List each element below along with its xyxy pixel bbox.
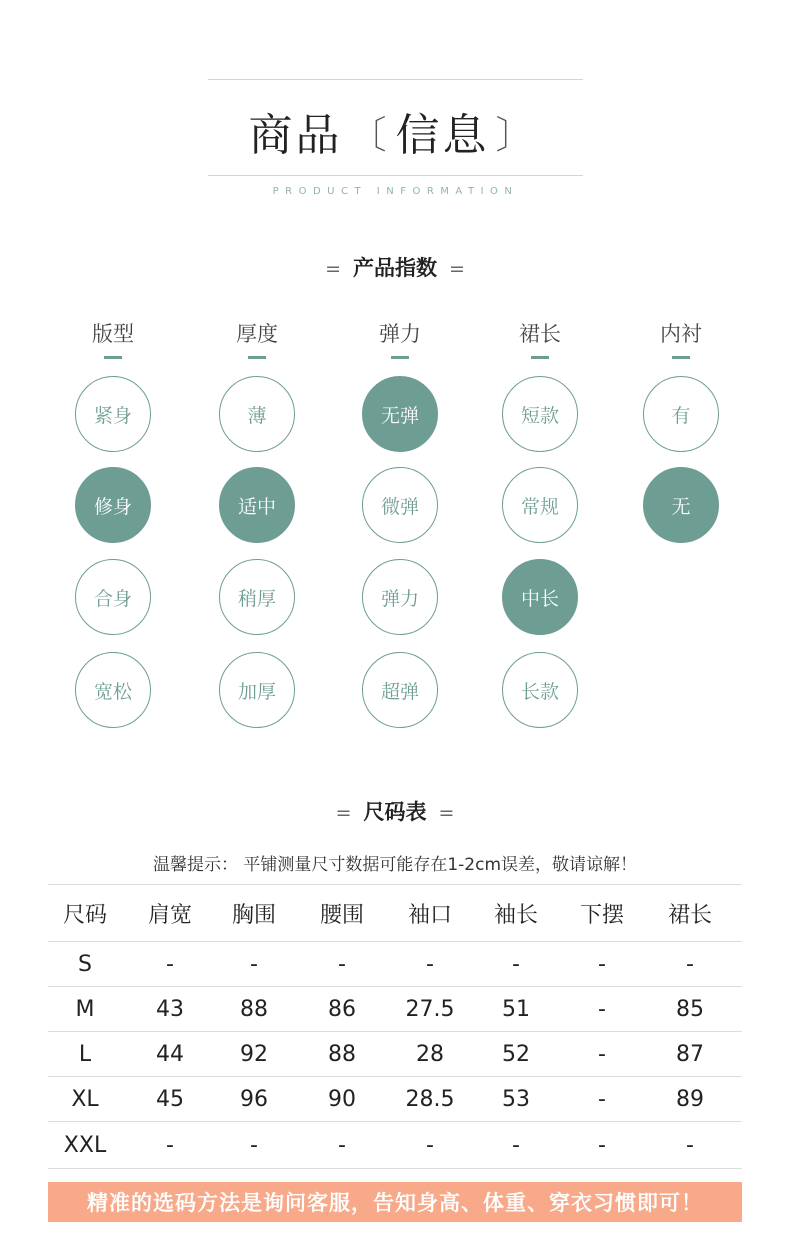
- measurement-cell: 86: [328, 996, 356, 1022]
- measurement-cell: 52: [502, 1041, 530, 1067]
- measurement-cell: -: [686, 951, 694, 977]
- equals-ornament-right: =: [438, 802, 455, 824]
- index-column-head: [360, 318, 440, 359]
- index-option: 加厚: [219, 652, 295, 728]
- measurement-cell: -: [338, 951, 346, 977]
- index-option: 短款: [502, 376, 578, 452]
- size-table-header-cell: 下摆: [579, 902, 624, 928]
- column-underline: [391, 356, 409, 359]
- size-label-cell: S: [78, 951, 92, 977]
- table-row: [48, 1122, 742, 1169]
- index-title-text: 产品指数: [353, 256, 437, 280]
- table-row: [48, 1077, 742, 1122]
- measurement-cell: 92: [240, 1041, 268, 1067]
- size-table-header-cell: 肩宽: [147, 902, 192, 928]
- measurement-cell: 28: [416, 1041, 444, 1067]
- measurement-cell: -: [512, 951, 520, 977]
- size-table-header-cell: 胸围: [231, 902, 276, 928]
- measurement-cell: -: [598, 1132, 606, 1158]
- measurement-cell: -: [426, 1132, 434, 1158]
- size-label-cell: L: [78, 1041, 92, 1067]
- measurement-cell: 44: [156, 1041, 184, 1067]
- measurement-cell: 45: [156, 1086, 184, 1112]
- index-option-selected: 无弹: [362, 376, 438, 452]
- index-option-selected: 无: [643, 467, 719, 543]
- index-column-label: 裙长: [519, 322, 561, 346]
- size-table-header-cell: 尺码: [62, 902, 107, 928]
- index-column-label: 版型: [92, 322, 134, 346]
- size-table-header-cell: 裙长: [667, 902, 712, 928]
- index-column-label: 内衬: [660, 322, 702, 346]
- title-part-a: 商品: [248, 110, 343, 161]
- index-option: 宽松: [75, 652, 151, 728]
- size-table-header-row: [48, 885, 742, 942]
- size-table-header-cell: 腰围: [319, 902, 364, 928]
- size-label-cell: XL: [71, 1086, 99, 1112]
- index-option-selected: 适中: [219, 467, 295, 543]
- column-underline: [248, 356, 266, 359]
- measurement-cell: 96: [240, 1086, 268, 1112]
- table-row: [48, 1032, 742, 1077]
- measurement-cell: 90: [328, 1086, 356, 1112]
- size-table-header-cell: 袖长: [493, 902, 538, 928]
- index-option: 弹力: [362, 559, 438, 635]
- measurement-cell: -: [166, 951, 174, 977]
- measurement-cell: -: [686, 1132, 694, 1158]
- size-table-body: [48, 942, 742, 1169]
- measurement-cell: -: [250, 1132, 258, 1158]
- column-underline: [531, 356, 549, 359]
- title-bracket-open: 〔: [348, 112, 390, 157]
- title-bracket-close: 〕: [495, 112, 537, 157]
- index-option: 紧身: [75, 376, 151, 452]
- measurement-cell: 27.5: [405, 996, 455, 1022]
- index-column-label: 厚度: [236, 322, 278, 346]
- index-option-selected: 修身: [75, 467, 151, 543]
- measurement-tip: 温馨提示： 平铺测量尺寸数据可能存在1-2cm误差，敬请谅解！: [152, 855, 638, 875]
- index-column-label: 弹力: [379, 322, 421, 346]
- measurement-cell: -: [598, 996, 606, 1022]
- index-column-head: [73, 318, 153, 359]
- index-option: 稍厚: [219, 559, 295, 635]
- measurement-cell: -: [598, 951, 606, 977]
- index-option: 薄: [219, 376, 295, 452]
- size-table-header-cell: 袖口: [407, 902, 452, 928]
- measurement-cell: -: [598, 1041, 606, 1067]
- index-option: 微弹: [362, 467, 438, 543]
- table-row: [48, 987, 742, 1032]
- title-part-b: 信息: [395, 110, 490, 161]
- advice-banner: 精准的选码方法是询问客服，告知身高、体重、穿衣习惯即可！: [48, 1182, 742, 1222]
- header-bottom-rule: [208, 175, 583, 176]
- index-column-head: [217, 318, 297, 359]
- measurement-cell: -: [338, 1132, 346, 1158]
- measurement-cell: 51: [502, 996, 530, 1022]
- index-option: 有: [643, 376, 719, 452]
- index-option: 常规: [502, 467, 578, 543]
- index-option: 合身: [75, 559, 151, 635]
- page-title: [208, 98, 583, 164]
- measurement-cell: 85: [676, 996, 704, 1022]
- measurement-cell: 53: [502, 1086, 530, 1112]
- index-option-selected: 中长: [502, 559, 578, 635]
- measurement-cell: 87: [676, 1041, 704, 1067]
- size-label-cell: XXL: [63, 1132, 107, 1158]
- size-section-title: [0, 796, 790, 826]
- size-title-text: 尺码表: [363, 800, 427, 824]
- measurement-cell: 28.5: [405, 1086, 455, 1112]
- size-table: [48, 884, 742, 1169]
- index-section-title: [0, 252, 790, 282]
- index-option: 超弹: [362, 652, 438, 728]
- measurement-cell: 89: [676, 1086, 704, 1112]
- measurement-cell: 43: [156, 996, 184, 1022]
- measurement-cell: -: [426, 951, 434, 977]
- size-label-cell: M: [75, 996, 95, 1022]
- equals-ornament-left: =: [335, 802, 352, 824]
- page-subtitle: PRODUCT INFORMATION: [272, 186, 519, 197]
- measurement-cell: -: [598, 1086, 606, 1112]
- equals-ornament-right: =: [449, 258, 465, 280]
- index-column-head: [641, 318, 721, 359]
- header-top-rule: [208, 79, 583, 80]
- column-underline: [672, 356, 690, 359]
- measurement-cell: 88: [240, 996, 268, 1022]
- measurement-cell: -: [166, 1132, 174, 1158]
- equals-ornament-left: =: [325, 258, 341, 280]
- measurement-cell: -: [250, 951, 258, 977]
- measurement-cell: 88: [328, 1041, 356, 1067]
- index-column-head: [500, 318, 580, 359]
- table-row: [48, 942, 742, 987]
- column-underline: [104, 356, 122, 359]
- measurement-cell: -: [512, 1132, 520, 1158]
- index-option: 长款: [502, 652, 578, 728]
